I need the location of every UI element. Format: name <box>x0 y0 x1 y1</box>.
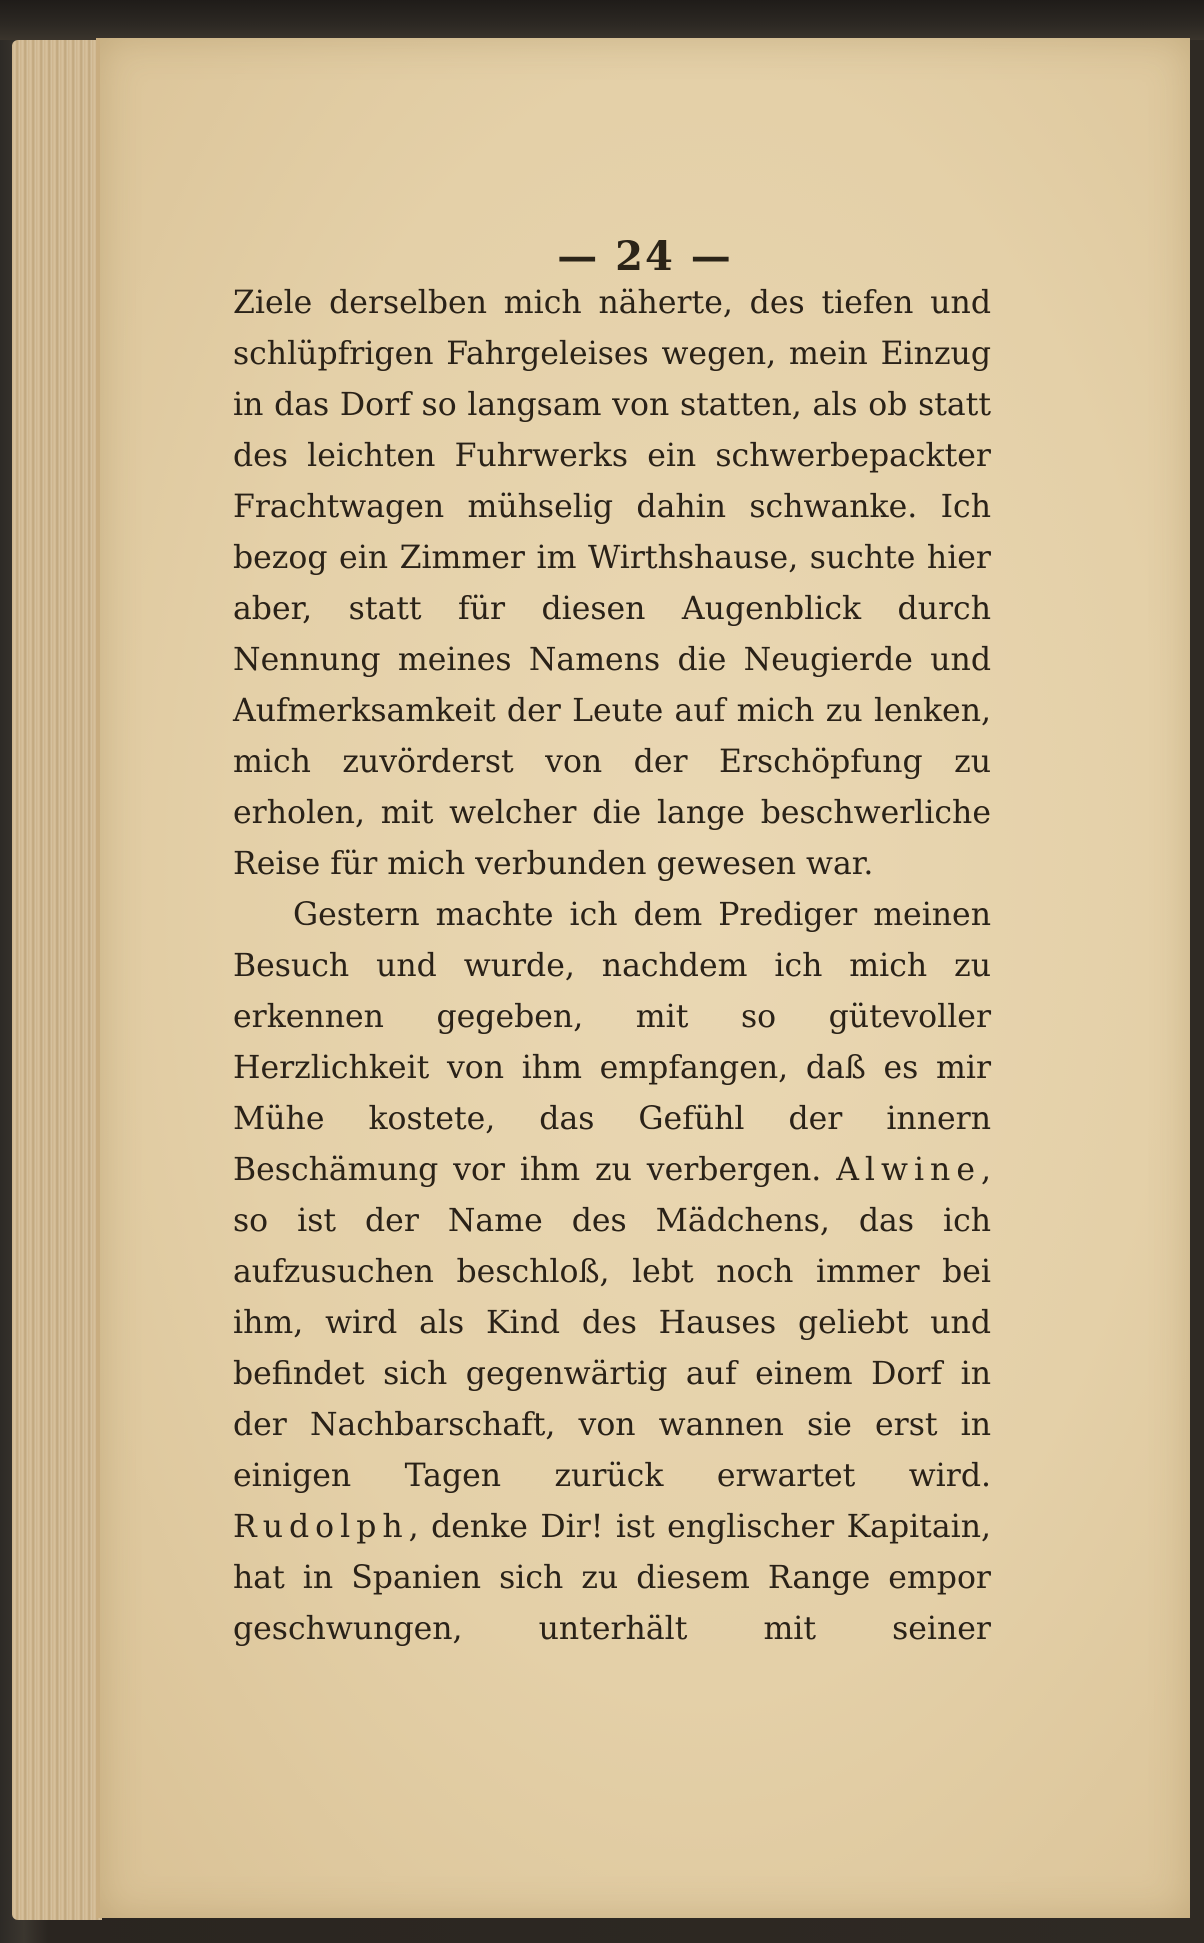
page-stack-edge <box>12 40 102 1920</box>
paragraph-2-part-2: , so ist der Name des Mädchens, das ich aufzusuchen beschloß, lebt noch immer bei ihm, wird als Kind des Hauses geliebt und befindet sich gegenwärtig auf einem Dorf in der Nachbarschaft, von wannen sie erst in einigen Tagen zurück erwartet wird. <box>233 1152 991 1494</box>
paragraph-2-part-3: , denke Dir! ist englischer Kapitain, hat in Spanien sich zu diesem Range empor geschwungen, unterhält mit seiner <box>233 1509 991 1647</box>
name-alwine: Alwine <box>836 1152 981 1188</box>
name-rudolph: Rudolph <box>233 1509 409 1545</box>
paragraph-1: Ziele derselben mich näherte, des tiefen und schlüpfrigen Fahrgeleises wegen, mein Einzug in das Dorf so langsam von statten, als ob statt des leichten Fuhrwerks ein schwerbepackter Frachtwagen mühselig dahin schwanke. Ich bezog ein Zimmer im Wirthshause, suchte hier aber, statt für diesen Augenblick durch Nennung meines Namens die Neugierde und Aufmerksamkeit der Leute auf mich zu lenken, mich zuvörderst von der Erschöpfung zu erholen, mit welcher die lange beschwerliche Reise für mich verbunden gewesen war. <box>233 285 991 882</box>
page-number: — 24 — <box>557 233 733 280</box>
book-cover-edge <box>0 0 1204 40</box>
paragraph-2 <box>233 890 991 1655</box>
paragraph-2-part-1: Gestern machte ich dem Prediger meinen Besuch und wurde, nachdem ich mich zu erkennen gegeben, mit so gütevoller Herzlichkeit von ihm empfangen, daß es mir Mühe kostete, das Gefühl der innern Beschämung vor ihm zu verbergen. <box>233 897 991 1188</box>
page-body-text <box>233 278 991 1655</box>
